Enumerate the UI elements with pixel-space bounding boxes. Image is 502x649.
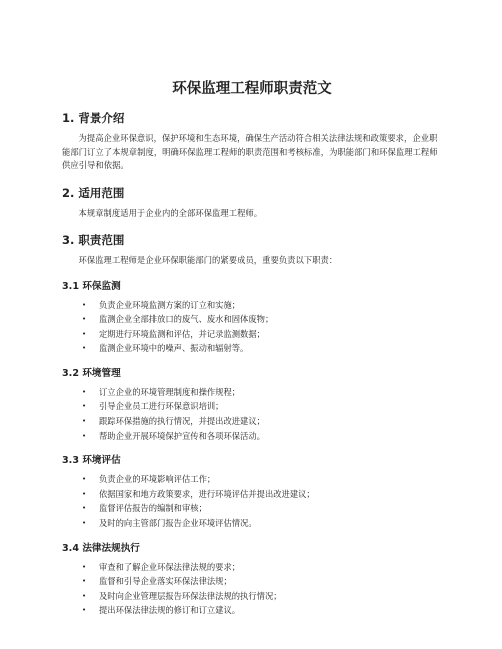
bullet-icon: • bbox=[82, 475, 87, 484]
bullet-icon: • bbox=[82, 431, 87, 440]
list-item bbox=[62, 589, 442, 604]
subsection-heading: 3.2 环境管理 bbox=[62, 367, 121, 379]
bullet-list bbox=[62, 385, 442, 443]
bullet-icon: • bbox=[82, 591, 87, 600]
bullet-list bbox=[62, 472, 442, 530]
list-item-text: 提出环保法律法规的修订和订立建议。 bbox=[99, 605, 241, 616]
list-item bbox=[62, 327, 442, 342]
list-item bbox=[62, 603, 442, 618]
bullet-icon: • bbox=[82, 344, 87, 353]
list-item-text: 帮助企业开展环境保护宣传和各项环保活动。 bbox=[99, 430, 265, 441]
list-item bbox=[62, 341, 442, 356]
subsection-law-enforcement bbox=[62, 543, 442, 618]
list-item-text: 订立企业的环境管理制度和操作规程； bbox=[99, 386, 241, 397]
bullet-icon: • bbox=[82, 417, 87, 426]
subsection-heading: 3.4 法律法规执行 bbox=[62, 542, 140, 554]
section-heading: 2. 适用范围 bbox=[62, 185, 125, 200]
bullet-icon: • bbox=[82, 577, 87, 586]
section-heading: 1. 背景介绍 bbox=[62, 111, 125, 125]
document-title: 环保监理工程师职责范文 bbox=[172, 80, 332, 97]
bullet-icon: • bbox=[82, 489, 87, 498]
list-item-text: 监测企业全部排放口的废气、废水和固体废物； bbox=[99, 314, 274, 325]
bullet-icon: • bbox=[82, 315, 87, 324]
list-item-text: 监督和引导企业落实环保法律法规； bbox=[99, 576, 232, 587]
subsection-monitoring bbox=[62, 281, 442, 356]
section-heading: 3. 职责范围 bbox=[62, 233, 125, 247]
section-paragraph: 本规章制度适用于企业内的全部环保监理工程师。 bbox=[78, 207, 263, 218]
bullet-list bbox=[62, 560, 442, 618]
section-paragraph: 环保监理工程师是企业环保职能部门的紧要成员，重要负责以下职责： bbox=[78, 255, 338, 265]
section-background bbox=[62, 111, 442, 173]
list-item-text: 定期进行环境监测和评估，并记录监测数据； bbox=[99, 328, 265, 339]
subsection-heading: 3.3 环境评估 bbox=[62, 455, 121, 467]
list-item-text: 引导企业员工进行环保意识培训； bbox=[99, 401, 224, 412]
list-item-text: 监督评估报告的编制和审核； bbox=[99, 503, 207, 514]
list-item-text: 及时的向主管部门报告企业环境评估情况。 bbox=[99, 518, 257, 529]
subsection-assessment bbox=[62, 455, 442, 530]
list-item-text: 负责企业的环境影响评估工作； bbox=[99, 474, 216, 485]
section-paragraph: 为提高企业环保意识，保护环境和生态环境，确保生产活动符合相关法律法规和政策要求，企业职能部门订立了本规章制度，明确环保监理工程师的职责范围和考核标准，为职能部门和环保监理工程师供应引导和依据。 bbox=[62, 133, 438, 170]
list-item bbox=[62, 385, 442, 400]
section-scope bbox=[62, 186, 442, 221]
list-item bbox=[62, 501, 442, 516]
bullet-list bbox=[62, 298, 442, 356]
list-item bbox=[62, 429, 442, 444]
bullet-icon: • bbox=[82, 300, 87, 309]
list-item-text: 及时向企业管理层报告环保法律法规的执行情况； bbox=[99, 590, 282, 601]
subsection-management bbox=[62, 368, 442, 443]
bullet-icon: • bbox=[82, 402, 87, 411]
list-item-text: 监测企业环境中的噪声、振动和辐射等。 bbox=[99, 343, 249, 354]
list-item-text: 依据国家和地方政策要求，进行环境评估并提出改进建议； bbox=[99, 488, 315, 499]
list-item bbox=[62, 414, 442, 429]
list-item-text: 负责企业环境监测方案的订立和实施； bbox=[99, 299, 241, 310]
list-item bbox=[62, 472, 442, 487]
list-item bbox=[62, 560, 442, 575]
section-responsibilities bbox=[62, 233, 442, 618]
bullet-icon: • bbox=[82, 329, 87, 338]
bullet-icon: • bbox=[82, 504, 87, 513]
bullet-icon: • bbox=[82, 606, 87, 615]
list-item bbox=[62, 399, 442, 414]
bullet-icon: • bbox=[82, 387, 87, 396]
bullet-icon: • bbox=[82, 562, 87, 571]
list-item bbox=[62, 516, 442, 531]
list-item-text: 跟踪环保措施的执行情况，并提出改进建议； bbox=[99, 416, 265, 427]
subsection-heading: 3.1 环保监测 bbox=[62, 280, 121, 292]
bullet-icon: • bbox=[82, 519, 87, 528]
list-item bbox=[62, 298, 442, 313]
list-item bbox=[62, 312, 442, 327]
list-item-text: 审查和了解企业环保法律法规的要求； bbox=[99, 561, 241, 572]
list-item bbox=[62, 574, 442, 589]
list-item bbox=[62, 487, 442, 502]
